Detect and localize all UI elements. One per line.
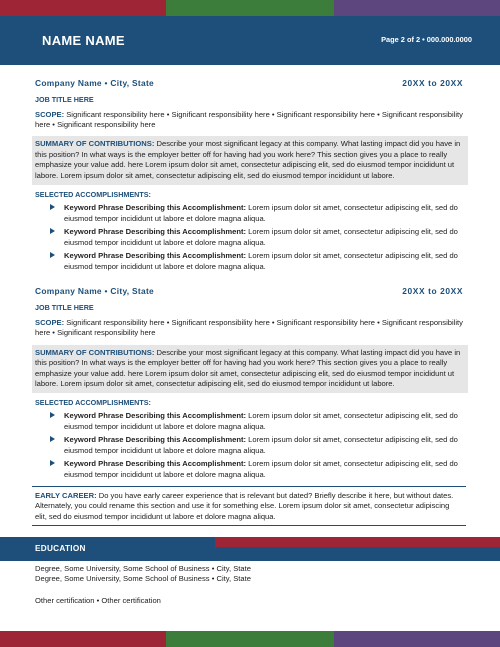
top-color-stripe bbox=[0, 0, 500, 16]
arrow-bullet-icon bbox=[50, 436, 55, 442]
accomplishment-keyword: Keyword Phrase Describing this Accomplishment: bbox=[64, 251, 247, 261]
company-name: Company Name • City, State bbox=[35, 78, 155, 88]
job-entry bbox=[35, 286, 466, 480]
degree-line: Degree, Some University, Some School of Business • City, State bbox=[35, 564, 251, 573]
accomplishment-text: Lorem ipsum dolor sit amet, consectetur adipiscing elit, sed do eiusmod tempor incididunt ut labore et dolore magna aliqua. bbox=[64, 203, 458, 223]
job-dates: 20XX to 20XX bbox=[402, 78, 463, 88]
summary-label: SUMMARY OF CONTRIBUTIONS: bbox=[35, 139, 155, 149]
arrow-bullet-icon bbox=[50, 460, 55, 466]
stripe-purple bbox=[334, 631, 500, 647]
early-career-label: EARLY CAREER: bbox=[35, 491, 97, 500]
scope-label: SCOPE: bbox=[35, 109, 65, 119]
candidate-name: NAME NAME bbox=[42, 32, 125, 48]
bottom-color-stripe bbox=[0, 631, 500, 647]
education-header-bar bbox=[0, 537, 500, 561]
page-contact-info: Page 2 of 2 • 000.000.0000 bbox=[381, 35, 472, 45]
scope-text: Significant responsibility here • Significant responsibility here • Significant responsibility here • Significant responsibility here • Significant responsibility here bbox=[35, 317, 463, 338]
company-row bbox=[35, 286, 466, 298]
company-name: Company Name • City, State bbox=[35, 286, 155, 297]
job-scope bbox=[35, 318, 466, 339]
accomplishment-text: Lorem ipsum dolor sit amet, consectetur adipiscing elit, sed do eiusmod tempor incididunt ut labore et dolore magna aliqua. bbox=[64, 411, 458, 431]
education-bar-accent bbox=[215, 547, 500, 561]
education-heading: EDUCATION bbox=[35, 544, 86, 553]
accomplishments-list bbox=[35, 411, 466, 480]
experience-section bbox=[35, 78, 466, 494]
arrow-bullet-icon bbox=[50, 412, 55, 418]
accomplishment-item bbox=[35, 459, 466, 480]
stripe-green bbox=[166, 631, 334, 647]
accomplishment-item bbox=[35, 203, 466, 224]
accomplishment-keyword: Keyword Phrase Describing this Accomplishment: bbox=[64, 435, 247, 445]
accomplishment-keyword: Keyword Phrase Describing this Accomplishment: bbox=[64, 411, 247, 421]
accomplishments-list bbox=[35, 203, 466, 272]
scope-label: SCOPE: bbox=[35, 317, 65, 327]
job-entry bbox=[35, 78, 466, 272]
accomplishment-text: Lorem ipsum dolor sit amet, consectetur adipiscing elit, sed do eiusmod tempor incididunt ut labore et dolore magna aliqua. bbox=[64, 459, 458, 479]
summary-of-contributions bbox=[32, 136, 468, 185]
company-row bbox=[35, 78, 466, 90]
accomplishment-keyword: Keyword Phrase Describing this Accomplishment: bbox=[64, 203, 247, 213]
summary-of-contributions bbox=[32, 345, 468, 394]
accomplishment-text: Lorem ipsum dolor sit amet, consectetur adipiscing elit, sed do eiusmod tempor incididunt ut labore et dolore magna aliqua. bbox=[64, 251, 458, 271]
education-bar-red bbox=[215, 537, 500, 547]
job-scope bbox=[35, 110, 466, 131]
job-title: JOB TITLE HERE bbox=[35, 302, 94, 312]
accomplishments-heading: SELECTED ACCOMPLISHMENTS: bbox=[35, 398, 151, 408]
summary-label: SUMMARY OF CONTRIBUTIONS: bbox=[35, 347, 155, 357]
page-header bbox=[0, 16, 500, 65]
education-bar-blue bbox=[0, 537, 215, 561]
accomplishments-heading: SELECTED ACCOMPLISHMENTS: bbox=[35, 190, 151, 200]
stripe-red bbox=[0, 0, 166, 16]
accomplishment-text: Lorem ipsum dolor sit amet, consectetur adipiscing elit, sed do eiusmod tempor incididunt ut labore et dolore magna aliqua. bbox=[64, 435, 458, 455]
accomplishment-keyword: Keyword Phrase Describing this Accomplishment: bbox=[64, 459, 247, 469]
early-career-section bbox=[32, 486, 466, 526]
education-section bbox=[35, 564, 465, 606]
summary-text: Describe your most significant legacy at this company. What lasting impact did you have in this position? In what ways is the employer better off for having had you work here? This section gives you a place to really emphasize your value add. here Lorem ipsum dolor sit amet, consectetur adipiscing elit, sed do eiusmod tempor incididunt ut labore. Lorem ipsum dolor sit amet, consectetur adipiscing elit, sed do eiusmod tempor incididunt ut labore. bbox=[35, 347, 461, 388]
arrow-bullet-icon bbox=[50, 252, 55, 258]
stripe-red bbox=[0, 631, 166, 647]
stripe-purple bbox=[334, 0, 500, 16]
accomplishment-item bbox=[35, 227, 466, 248]
accomplishment-keyword: Keyword Phrase Describing this Accomplishment: bbox=[64, 227, 247, 237]
accomplishment-item bbox=[35, 435, 466, 456]
certifications-line: Other certification • Other certification bbox=[35, 595, 161, 605]
arrow-bullet-icon bbox=[50, 228, 55, 234]
accomplishment-item bbox=[35, 251, 466, 272]
job-title: JOB TITLE HERE bbox=[35, 94, 94, 104]
early-career-text: Do you have early career experience that is relevant but dated? Briefly describe it here, but without dates. Alternately, you could rename this section and use it for something else. Lorem ipsum dolor sit amet, consectetur adipiscing elit, sed do eiusmod tempor incididunt ut labore et dolore magna aliqua. bbox=[35, 491, 454, 521]
scope-text: Significant responsibility here • Significant responsibility here • Significant responsibility here • Significant responsibility here • Significant responsibility here bbox=[35, 109, 463, 129]
arrow-bullet-icon bbox=[50, 204, 55, 210]
summary-text: Describe your most significant legacy at this company. What lasting impact did you have in this position? In what ways is the employer better off for having had you work here? This section gives you a place to really emphasize your value add. here Lorem ipsum dolor sit amet, consectetur adipiscing elit, sed do eiusmod tempor incididunt ut labore. Lorem ipsum dolor sit amet, consectetur adipiscing elit, sed do eiusmod tempor incididunt ut labore. bbox=[35, 139, 461, 180]
accomplishment-item bbox=[35, 411, 466, 432]
degree-line: Degree, Some University, Some School of Business • City, State bbox=[35, 574, 251, 584]
stripe-green bbox=[166, 0, 334, 16]
job-dates: 20XX to 20XX bbox=[402, 286, 463, 297]
accomplishment-text: Lorem ipsum dolor sit amet, consectetur adipiscing elit, sed do eiusmod tempor incididunt ut labore et dolore magna aliqua. bbox=[64, 227, 458, 247]
